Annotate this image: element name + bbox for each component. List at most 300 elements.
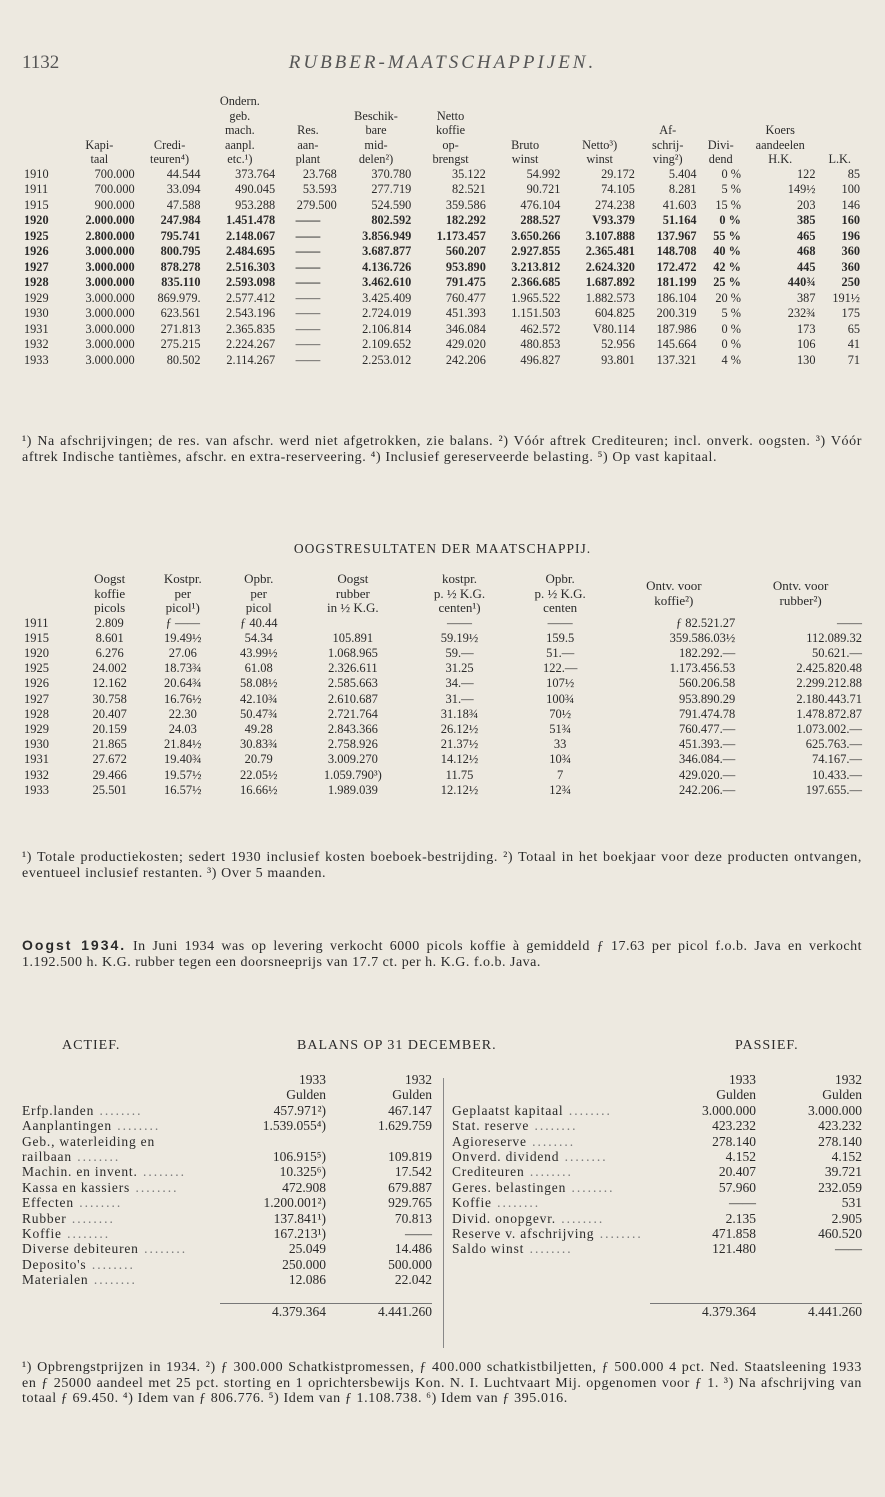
t1-row [22, 322, 862, 338]
balance-spacer [452, 1087, 650, 1102]
t1-cell: 182.292 [445, 213, 486, 228]
t1-cell: 2.484.695 [225, 244, 276, 259]
t1-cell: 3.107.888 [585, 228, 635, 243]
t1-cell: 277.719 [371, 182, 412, 197]
t1-cell: 33.094 [166, 182, 201, 197]
t2-row [22, 722, 864, 737]
t1-cell: 462.572 [520, 321, 561, 336]
actief-row [22, 1180, 432, 1195]
t2-cell: 20.407 [92, 706, 127, 721]
t2-row [22, 752, 864, 767]
actief-label: Deposito's [22, 1256, 87, 1272]
t1-cell: 1928 [24, 275, 49, 290]
actief-value-b: 1.629.759 [378, 1118, 432, 1134]
t2-cell: 451.393.— [678, 737, 736, 752]
year-a: 1933 [729, 1072, 756, 1087]
passief-row [452, 1226, 862, 1241]
passief-total-b: 4.441.260 [756, 1303, 862, 1319]
t1-cell: 1925 [24, 228, 49, 243]
t2-cell: 112.089.32 [806, 630, 862, 645]
actief-value-a: 457.971²) [273, 1102, 326, 1118]
t2-cell: 21.37½ [440, 737, 479, 752]
t1-row [22, 291, 862, 307]
t1-cell: 760.477 [445, 290, 486, 305]
actief-label: Machin. en invent. [22, 1164, 138, 1180]
t1-cell: 41.603 [662, 197, 697, 212]
t2-cell: 2.180.443.71 [796, 691, 862, 706]
t1-row [22, 229, 862, 245]
actief-total-a: 4.379.364 [220, 1303, 326, 1319]
t1-row [22, 353, 862, 369]
actief-row [22, 1195, 432, 1210]
t2-cell: 2.326.611 [328, 661, 378, 676]
t1-cell: 5.404 [668, 166, 697, 181]
page-title: RUBBER-MAATSCHAPPIJEN. [288, 52, 597, 73]
t2-header-cell: Ontv. voor koffie²) [646, 578, 702, 608]
passief-table [452, 1072, 862, 1319]
t1-header-cell [22, 94, 62, 167]
t1-cell: 90.721 [526, 182, 561, 197]
t2-header-cell: Ontv. voor rubber²) [772, 578, 829, 608]
t2-cell: 21.84½ [164, 737, 202, 752]
year-a: 1933 [299, 1072, 326, 1087]
t1-cell: 2.365.835 [225, 321, 276, 336]
t2-header-cell [22, 572, 75, 616]
section-title-oogstresultaten: OOGSTRESULTATEN DER MAATSCHAPPIJ. [293, 541, 592, 556]
year-b: 1932 [835, 1072, 862, 1087]
t1-header-cell: Af- schrij- ving²) [652, 123, 684, 167]
actief-label-cell [22, 1226, 220, 1241]
balance-currency-row [22, 1087, 432, 1102]
t1-cell: 122 [797, 166, 816, 181]
t1-cell: 80.502 [166, 352, 201, 367]
actief-value-b: 500.000 [388, 1256, 432, 1272]
t2-cell: 19.40¾ [164, 752, 202, 767]
t2-cell: 21.865 [92, 737, 127, 752]
t2-cell: 12.12½ [440, 782, 479, 797]
t2-cell: 10¾ [549, 752, 572, 767]
t1-cell: 465 [797, 228, 816, 243]
t1-cell: 496.827 [520, 352, 561, 367]
t1-cell: 468 [797, 244, 816, 259]
t1-cell: 1929 [24, 290, 49, 305]
t1-cell: 2.109.652 [362, 337, 412, 352]
t1-cell: 232¾ [787, 306, 816, 321]
t1-cell: 74.105 [601, 182, 635, 197]
t2-cell: 1920 [24, 645, 49, 660]
t1-cell: 0 % [721, 337, 741, 352]
t2-cell: 70½ [549, 706, 572, 721]
t1-cell: 160 [841, 213, 860, 228]
leader-dots: ........ [86, 1256, 135, 1272]
t2-cell: 12.162 [92, 676, 127, 691]
actief-value-a: 25.049 [288, 1241, 326, 1257]
t1-cell: 173 [797, 321, 816, 336]
t2-row [22, 737, 864, 752]
t1-cell: 145.664 [656, 337, 697, 352]
t1-cell: —— [295, 290, 321, 305]
actief-label-cell [22, 1211, 220, 1226]
actief-total-b: 4.441.260 [326, 1303, 432, 1319]
t2-row [22, 661, 864, 676]
t2-cell: 791.474.78 [678, 706, 736, 721]
passief-value-b: 423.232 [818, 1118, 862, 1134]
actief-table [22, 1072, 432, 1319]
t1-cell: 288.527 [520, 213, 561, 228]
passief-label-cell [452, 1180, 650, 1195]
oogst-text: In Juni 1934 was op levering verkocht 6000 picols koffie à gemiddeld ƒ 17.63 per picol f.o.b. Java en verkocht 1.192.500 h. K.G. rubber tegen een doorsneeprijs van 17.7 ct. per h. K.G. f.o.b. Java. [22, 939, 863, 970]
t2-cell: 18.73¾ [164, 661, 202, 676]
t1-cell: 4 % [721, 352, 741, 367]
passief-label: Geplaatst kapitaal [452, 1102, 564, 1118]
passief-value-b: 39.721 [824, 1164, 862, 1180]
financial-results-table [22, 94, 862, 368]
passief-value-b: 4.152 [831, 1149, 862, 1165]
t1-cell: 274.238 [594, 197, 635, 212]
t1-cell: 3.000.000 [85, 259, 135, 274]
t1-cell: 2.365.481 [585, 244, 635, 259]
t1-cell: 71 [847, 352, 860, 367]
t2-cell: 16.76½ [164, 691, 202, 706]
t2-cell: 20.79 [244, 752, 273, 767]
t2-cell: 1933 [24, 782, 49, 797]
t2-cell: 182.292.— [678, 645, 736, 660]
passief-value-a: 20.407 [718, 1164, 756, 1180]
t2-cell: 346.084.— [678, 752, 736, 767]
t1-cell: 196 [841, 228, 860, 243]
leader-dots: ........ [529, 1118, 578, 1134]
t2-cell: 51¾ [549, 721, 572, 736]
t2-cell: 54.34 [244, 630, 273, 645]
actief-label-cell [22, 1241, 220, 1256]
t1-cell: 3.000.000 [85, 275, 135, 290]
t2-cell: 42.10¾ [239, 691, 278, 706]
balance-header [0, 1038, 885, 1058]
t2-cell: 27.06 [168, 645, 197, 660]
t2-cell: 159.5 [546, 630, 575, 645]
leader-dots: ........ [594, 1226, 643, 1242]
balance-spacer [22, 1303, 220, 1319]
passief-value-b: 232.059 [818, 1179, 862, 1195]
year-b: 1932 [405, 1072, 432, 1087]
harvest-results-table [22, 572, 864, 798]
leader-dots: ........ [137, 1164, 186, 1180]
actief-label: Effecten [22, 1195, 74, 1211]
t2-row [22, 707, 864, 722]
actief-label-cell [22, 1272, 220, 1287]
t2-cell: 20.64¾ [164, 676, 202, 691]
spacer-cell [22, 1288, 220, 1303]
passief-title: PASSIEF. [735, 1038, 799, 1053]
t1-cell: 82.521 [452, 182, 486, 197]
t1-cell: 953.890 [445, 259, 486, 274]
t1-cell: 54.992 [526, 166, 561, 181]
t2-cell: ƒ —— [165, 615, 200, 630]
passief-total-a: 4.379.364 [650, 1303, 756, 1319]
t1-cell: 795.741 [160, 228, 201, 243]
t1-cell: 172.472 [656, 259, 697, 274]
actief-row [22, 1211, 432, 1226]
t1-cell: 490.045 [235, 182, 276, 197]
currency-b: Gulden [392, 1087, 432, 1103]
leader-dots: ........ [88, 1272, 137, 1288]
t2-cell: 10.433.— [812, 767, 862, 782]
passief-label: Divid. onopgevr. [452, 1210, 556, 1226]
currency-a: Gulden [286, 1087, 326, 1103]
t1-cell: 900.000 [94, 197, 135, 212]
t2-cell: 560.206.58 [678, 676, 736, 691]
t1-cell: 2.577.412 [225, 290, 276, 305]
leader-dots: ........ [524, 1164, 573, 1180]
spacer-cell [452, 1257, 650, 1272]
t1-cell: 878.278 [160, 259, 201, 274]
t1-cell: 1911 [24, 182, 49, 197]
t1-cell: 3.000.000 [85, 290, 135, 305]
passief-row [452, 1118, 862, 1133]
footnote-table2: ¹) Totale productiekosten; sedert 1930 inclusief kosten boeboek-bestrijding. ²) Totaal in het boekjaar voor deze producten ontvangen, eventueel inclusief restanten. ³) Over 5 maanden. [22, 850, 862, 881]
t1-cell: 3.000.000 [85, 352, 135, 367]
t1-cell: 1926 [24, 244, 49, 259]
t1-row [22, 213, 862, 229]
t2-row [22, 768, 864, 783]
t1-cell: 0 % [719, 213, 741, 228]
t1-cell: 20 % [715, 290, 741, 305]
t2-cell: 11.75 [445, 767, 474, 782]
actief-value-b: 14.486 [394, 1241, 432, 1257]
actief-title: ACTIEF. [62, 1038, 121, 1053]
t2-cell: 1.059.790³) [323, 767, 382, 782]
t2-cell: 31.25 [445, 661, 474, 676]
t1-cell: 247.984 [160, 213, 201, 228]
passief-value-b: 3.000.000 [808, 1102, 862, 1118]
t1-row [22, 260, 862, 276]
t1-cell: 2.800.000 [85, 228, 135, 243]
passief-label: Geres. belastingen [452, 1179, 567, 1195]
actief-value-b [326, 1134, 432, 1149]
actief-row [22, 1164, 432, 1179]
t2-cell: 16.57½ [164, 782, 202, 797]
t1-cell: 1910 [24, 166, 49, 181]
t2-cell: 24.03 [168, 721, 197, 736]
passief-label-cell [452, 1226, 650, 1241]
t1-cell: 130 [797, 352, 816, 367]
t1-cell: 51.164 [662, 213, 697, 228]
passief-value-b: 531 [841, 1195, 862, 1211]
leader-dots: ........ [73, 1195, 123, 1211]
t2-cell: 2.610.687 [327, 691, 378, 706]
actief-label-cell [22, 1149, 220, 1164]
t1-cell: 2.253.012 [362, 352, 412, 367]
t1-header-cell: Netto koffie op- brengst [432, 108, 469, 167]
t1-cell: 2.366.685 [511, 275, 561, 290]
passief-value-b: —— [835, 1241, 862, 1257]
passief-row [452, 1180, 862, 1195]
passief-row [452, 1103, 862, 1118]
t1-cell: 137.967 [656, 228, 697, 243]
t2-cell: 1930 [24, 737, 49, 752]
t1-cell: 2.224.267 [225, 337, 276, 352]
t1-cell: 52.956 [601, 337, 635, 352]
t2-header-cell: kostpr. p. ½ K.G. centen¹) [433, 571, 486, 615]
t2-cell: 2.585.663 [327, 676, 378, 691]
balance-spacer [22, 1072, 220, 1087]
passief-row [452, 1164, 862, 1179]
t2-cell: 59.19½ [440, 630, 479, 645]
leader-dots: ........ [524, 1241, 573, 1257]
t2-cell: 1931 [24, 752, 49, 767]
t1-cell: 451.393 [445, 306, 486, 321]
t1-header-cell: Ondern. geb. mach. aanpl. etc.¹) [219, 94, 260, 167]
leader-dots: ........ [491, 1195, 541, 1211]
t1-header-cell: Bruto winst [511, 137, 540, 167]
actief-label: Geb., waterleiding en [22, 1133, 156, 1149]
balance-title: BALANS OP 31 DECEMBER. [297, 1038, 497, 1053]
currency-b: Gulden [822, 1087, 862, 1103]
t1-cell: V93.379 [592, 213, 635, 228]
t1-cell: —— [295, 352, 321, 367]
t1-row [22, 198, 862, 214]
t1-cell: 35.122 [452, 166, 486, 181]
t2-cell: 22.30 [168, 706, 197, 721]
passief-label-cell [452, 1195, 650, 1210]
actief-row [22, 1272, 432, 1287]
t2-cell: 31.18¾ [440, 706, 479, 721]
t1-cell: 5 % [721, 182, 741, 197]
t1-cell: —— [295, 244, 321, 259]
t2-cell: 197.655.— [805, 782, 862, 797]
t2-cell: 953.890.29 [678, 691, 736, 706]
t1-cell: 2.543.196 [225, 306, 276, 321]
footnote-balance: ¹) Opbrengstprijzen in 1934. ²) ƒ 300.000 Schatkistpromessen, ƒ 400.000 schatkistbiljetten, ƒ 500.000 4 pct. Ned. Staatsleening 1933 en ƒ 25000 aandeel met 25 pct. storting en 1 oprichtersbewijs Kon. N. I. Luchtvaart Mij. opgenomen voor ƒ 1. ³) Na afschrijving van totaal ƒ 69.450. ⁴) Idem van ƒ 806.776. ⁵) Idem van ƒ 1.108.738. ⁶) Idem van ƒ 395.016. [22, 1360, 862, 1407]
balance-spacer [452, 1072, 650, 1087]
t1-cell: 41 [847, 337, 860, 352]
leader-dots: ........ [71, 1149, 121, 1165]
t1-cell: 3.650.266 [511, 228, 561, 243]
t2-header-cell: Opbr. per picol [244, 571, 274, 615]
t2-row [22, 646, 864, 661]
t1-cell: 175 [841, 306, 860, 321]
t2-row [22, 676, 864, 691]
passief-value-a: —— [729, 1195, 756, 1211]
t1-cell: —— [295, 228, 321, 243]
t1-cell: 373.764 [235, 166, 276, 181]
t1-cell: 181.199 [656, 275, 697, 290]
t2-cell: 8.601 [95, 630, 124, 645]
t1-cell: —— [295, 213, 321, 228]
t1-cell: 65 [847, 321, 860, 336]
t1-cell: 275.215 [160, 337, 201, 352]
t2-cell: 122.— [542, 661, 578, 676]
t1-cell: 146 [841, 197, 860, 212]
t2-cell: 3.009.270 [327, 752, 378, 767]
balance-spacer [452, 1303, 650, 1319]
actief-label: Rubber [22, 1210, 67, 1226]
actief-value-b: —— [405, 1226, 432, 1242]
t2-cell: 1.073.002.— [796, 721, 862, 736]
passief-label: Stat. reserve [452, 1118, 530, 1134]
passief-row [452, 1195, 862, 1210]
actief-value-a: 472.908 [282, 1179, 326, 1195]
passief-value-b: 460.520 [818, 1226, 862, 1242]
t1-header-cell: Kapi- taal [85, 137, 114, 167]
t1-cell: 700.000 [94, 182, 135, 197]
actief-row [22, 1226, 432, 1241]
t1-cell: —— [295, 306, 321, 321]
passief-label-cell [452, 1134, 650, 1149]
t1-cell: 1.687.892 [585, 275, 635, 290]
spacer-row [452, 1257, 862, 1272]
t1-cell: 604.825 [594, 306, 635, 321]
passief-row [452, 1149, 862, 1164]
actief-value-a: 1.200.001²) [263, 1195, 326, 1211]
t1-cell: 137.321 [656, 352, 697, 367]
t2-cell: 30.758 [92, 691, 127, 706]
t1-cell: 869.979. [157, 290, 201, 305]
passief-value-a: 121.480 [712, 1241, 756, 1257]
t2-cell: 2.809 [95, 615, 124, 630]
t1-cell: 387 [797, 290, 816, 305]
t1-cell: 346.084 [445, 321, 486, 336]
t1-cell: 2.593.098 [225, 275, 276, 290]
t1-cell: 100 [841, 182, 860, 197]
leader-dots: ........ [138, 1241, 188, 1257]
t1-header-cell: Netto³) winst [582, 137, 618, 167]
t2-cell: 59.— [445, 645, 474, 660]
balance-currency-row [452, 1087, 862, 1102]
t2-cell: 625.763.— [805, 737, 862, 752]
passief-label-cell [452, 1164, 650, 1179]
t1-cell: 1927 [24, 259, 49, 274]
t1-cell: 1.151.503 [511, 306, 561, 321]
passief-value-a: 4.152 [725, 1149, 756, 1165]
t2-cell: 1928 [24, 706, 49, 721]
t2-cell: 50.621.— [812, 645, 862, 660]
actief-label-cell [22, 1118, 220, 1133]
t1-cell: —— [295, 275, 321, 290]
actief-label: Erfp.landen [22, 1102, 95, 1118]
leader-dots: ........ [130, 1179, 179, 1195]
t1-cell: 148.708 [656, 244, 697, 259]
t2-cell: —— [547, 615, 573, 630]
t1-row [22, 337, 862, 353]
t1-cell: 476.104 [520, 197, 561, 212]
t2-cell: 1.068.965 [327, 645, 378, 660]
t1-cell: 29.172 [601, 166, 635, 181]
page-number: 1132 [22, 52, 60, 73]
t2-row [22, 616, 864, 631]
t1-cell: 2.114.267 [226, 352, 276, 367]
spacer-row [452, 1288, 862, 1303]
t2-cell: ƒ 40.44 [239, 615, 278, 630]
passief-row [452, 1241, 862, 1256]
t2-cell: 1911 [24, 615, 49, 630]
t1-cell: —— [295, 259, 321, 274]
t1-cell: 2.724.019 [362, 306, 412, 321]
t1-cell: 1.173.457 [436, 228, 486, 243]
t2-cell: 29.466 [92, 767, 127, 782]
t1-cell: 279.500 [296, 197, 337, 212]
t1-cell: 25 % [713, 275, 741, 290]
t1-cell: 191½ [832, 290, 860, 305]
t2-cell: 100¾ [546, 691, 575, 706]
passief-value-a: 57.960 [718, 1179, 756, 1195]
oogst-label: Oogst 1934. [22, 937, 127, 953]
t1-cell: 85 [847, 166, 860, 181]
t1-cell: 560.207 [445, 244, 486, 259]
t1-cell: —— [295, 321, 321, 336]
passief-label: Crediteuren [452, 1164, 525, 1180]
t2-cell: 2.721.764 [327, 706, 378, 721]
